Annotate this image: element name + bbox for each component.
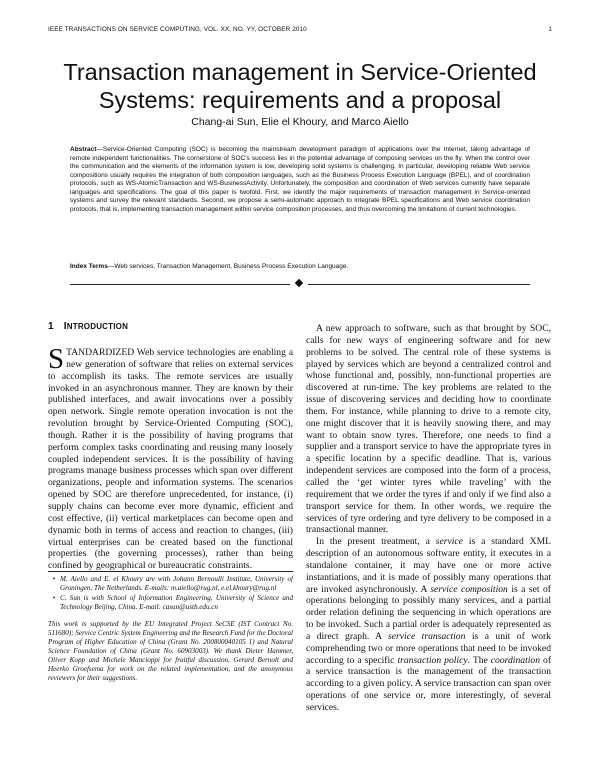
- bullet-icon: •: [52, 594, 56, 602]
- term-service-composition: service composition: [430, 583, 508, 595]
- term-transaction-policy: transaction policy: [397, 654, 468, 666]
- left-column: [48, 343, 293, 572]
- funding-acknowledgement: This work is supported by the EU Integrated Project SeCSE (IST Contract No. 511680); Service Centric System Engineering and the Research Fund for the Doctoral Program of Higher Education of China (Grant No. 200800040105 1) and Natural Science Foundation of China (Grant No. 60903003). We thank Dieter Hammer, Oliver Kopp and Michele Mancioppi for fruitful discussion, Gerard Bernolt and Heerko Groefsema for work on the related implementation, and the anonymous reviewers for their suggestions.: [48, 620, 293, 682]
- intro-text: Web service technologies are enabling a new generation of software that relies on external services to accomplish its tasks. The remote services are usually invoked in an asynchronous manner. They are known by their published interfaces, and await invocations over a possibly open network. Single remote operation invocation is not the revolution brought by Service-Oriented Computing (SOC), though. Rather it is the possibility of having programs that perform complex tasks coordinating and reusing many loosely coupled independent services. It is the possibility of having programs manage business processes which span over different organizations, people and information systems. The scenarios opened by SOC are therefore unprecedented, for instance, (i) supply chains can become ever more dynamic, efficient and cost effective, (ii) vertical marketplaces can become open and dynamic both in terms of access and reaction to changes, (iii) virtual enterprises can be created based on the functional properties (the governing processes), rather than being confined by geographical or bureaucratic constraints.: [48, 347, 293, 572]
- title-line-2: Systems: requirements and a proposal: [98, 87, 502, 113]
- abstract-label: Abstract: [70, 146, 97, 153]
- lead-smallcaps: TANDARDIZED: [66, 347, 135, 358]
- footnote-affiliation-2: C. Sun is with School of Information Engineering, University of Science and Technology Beijing, China. E-mail: casun@ustb.edu.cn: [60, 594, 293, 611]
- footnotes: [48, 575, 293, 683]
- journal-name: IEEE TRANSACTIONS ON SERVICE COMPUTING, VOL. XX, NO. YY, OCTOBER 2010: [48, 26, 307, 33]
- footnote-item: [48, 575, 293, 593]
- section-heading: [48, 321, 128, 332]
- drop-cap: S: [48, 343, 65, 375]
- paragraph: [306, 536, 551, 714]
- footnote-affiliation-1: M. Aiello and E. el Khoury are with Johann Bernoulli Institute, University of Groningen, The Netherlands. E-mails: m.aiello@rug.nl, e.el.khoury@rug.nl: [60, 575, 293, 592]
- term-coordination: coordination: [490, 654, 540, 666]
- bullet-icon: •: [52, 575, 56, 583]
- text-run: is a set of operations belonging to possibly many services, and a partial order relation defining the sequencing in which operations are to be invoked. Such a partial order is adequately represented as a direct graph. A: [306, 583, 552, 642]
- text-run: . The: [467, 654, 491, 666]
- diamond-icon: [295, 279, 303, 287]
- abstract-text: —Service-Oriented Computing (SOC) is becoming the mainstream development paradigm of applications over the Internet, taking advantage of remote independent functionalities. The cornerstone of SOC's success lies in the potential advantage of composing services on the fly. When the control over the communication and the elements of the information system is low, developing solid systems is challenging. In particular, developing reliable Web service compositions usually requires the integration of both composition languages, such as the Business Process Execution Language (BPEL), and of coordination protocols, such as WS-AtomicTransaction and WS-BusinessActivity. Unfortunately, the composition and coordination of Web services currently have separate languages and specifications. The goal of this paper is twofold. First, we identify the major requirements of transaction management in Service-oriented systems and survey the relevant standards. Second, we propose a semi-automatic approach to integrate BPEL specifications and Web service coordination protocols, that is, implementing transaction management within service composition processes, and thus overcoming the limitations of current technologies.: [70, 146, 530, 213]
- section-divider: [70, 280, 530, 288]
- index-terms-text: —Web services, Transaction Management, Business Process Execution Language.: [107, 263, 349, 270]
- divider-line-right: [308, 284, 530, 285]
- right-column: [306, 323, 551, 714]
- paper-title: [40, 58, 560, 114]
- title-line-1: Transaction management in Service-Oriented: [63, 59, 537, 85]
- text-run: In the present treatment, a: [316, 536, 436, 548]
- section-title-rest: NTRODUCTION: [66, 322, 129, 331]
- paragraph: A new approach to software, such as that brought by SOC, calls for new ways of engineering software and for new problems to be solved. The central role of these systems is played by services which are beyond a centralized control and whose functional and, possibly, non-functional properties are discovered at run-time. The key problems are related to the issue of discovering services and deciding how to coordinate them. For instance, while planning to drive to a remote city, one might discover that it is heavily snowing there, and may want to obtain snow tyres. Therefore, one needs to find a supplier and a transport service to have the appropriate tyres in a specific location by a specific deadline. That is, various independent services are composed into the form of a process, called the ‘get winter tyres while traveling’ with the requirement that we order the tyres if and only if we find also a transport service for them. In other words, we require the services of tyre ordering and tyre delivery to be composed in a transactional manner.: [306, 323, 551, 536]
- intro-paragraph: [48, 343, 293, 572]
- text-run: of a service transaction is the management of the transaction according to a given policy. A service transaction can span over operations of one service or, more interestingly, of several services.: [306, 654, 552, 713]
- page-number: 1: [548, 26, 552, 33]
- term-service-transaction: service transaction: [388, 630, 466, 642]
- section-number: 1: [48, 321, 54, 332]
- text-run: is a standard XML description of an autonomous software entity, it executes in a standalone container, it may have one or more active instantiations, and it is made of possibly many operations that are invoked asynchronously. A: [306, 536, 551, 595]
- text-run: is a unit of work comprehending two or more operations that need to be invoked according to a specific: [306, 630, 551, 666]
- term-service: service: [435, 536, 463, 548]
- authors: Chang-ai Sun, Elie el Khoury, and Marco Aiello: [191, 116, 409, 128]
- running-header: [48, 26, 552, 33]
- footnote-item: [48, 594, 293, 612]
- section-title-first: I: [63, 321, 67, 332]
- index-terms-label: Index Terms: [70, 263, 108, 270]
- abstract: [70, 146, 530, 214]
- index-terms: [70, 263, 530, 272]
- divider-line-left: [70, 284, 290, 285]
- footnote-rule: [48, 571, 293, 572]
